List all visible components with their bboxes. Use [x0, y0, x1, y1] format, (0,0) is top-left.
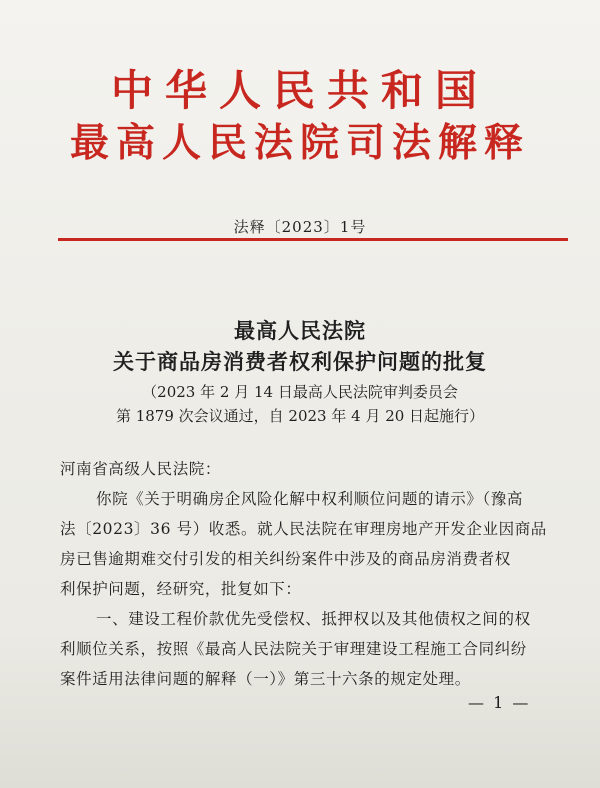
- body-line: 你院《关于明确房企风险化解中权利顺位问题的请示》（豫高: [96, 490, 523, 508]
- body-line: 利保护问题，经研究，批复如下：: [60, 580, 302, 598]
- addressee: 河南省高级人民法院：: [60, 460, 222, 478]
- body-line: 房已售逾期难交付引发的相关纠纷案件中涉及的商品房消费者权: [60, 550, 511, 568]
- page-number: — 1 —: [468, 693, 531, 712]
- adoption-note-line-1: （2023 年 2 月 14 日最高人民法院审判委员会: [142, 383, 458, 401]
- body-line: 利顺位关系，按照《最高人民法院关于审理建设工程施工合同纠纷: [60, 640, 527, 658]
- body-line: 案件适用法律问题的解释（一）》第三十六条的规定处理。: [60, 670, 471, 688]
- document-title-subject: 关于商品房消费者权利保护问题的批复: [113, 349, 487, 374]
- body-line: 一、建设工程价款优先受偿权、抵押权以及其他债权之间的权: [96, 610, 531, 628]
- issuer-court-title: 最高人民法院司法解释: [69, 120, 530, 166]
- red-divider-line: [58, 238, 568, 241]
- body-line: 法〔2023〕36 号）收悉。就人民法院在审理房地产开发企业因商品: [60, 520, 547, 538]
- document-number: 法释〔2023〕1号: [233, 218, 367, 236]
- adoption-note-line-2: 第 1879 次会议通过，自 2023 年 4 月 20 日起施行）: [115, 407, 485, 425]
- document-title-issuer: 最高人民法院: [234, 318, 366, 343]
- issuer-country-title: 中华人民共和国: [110, 66, 489, 115]
